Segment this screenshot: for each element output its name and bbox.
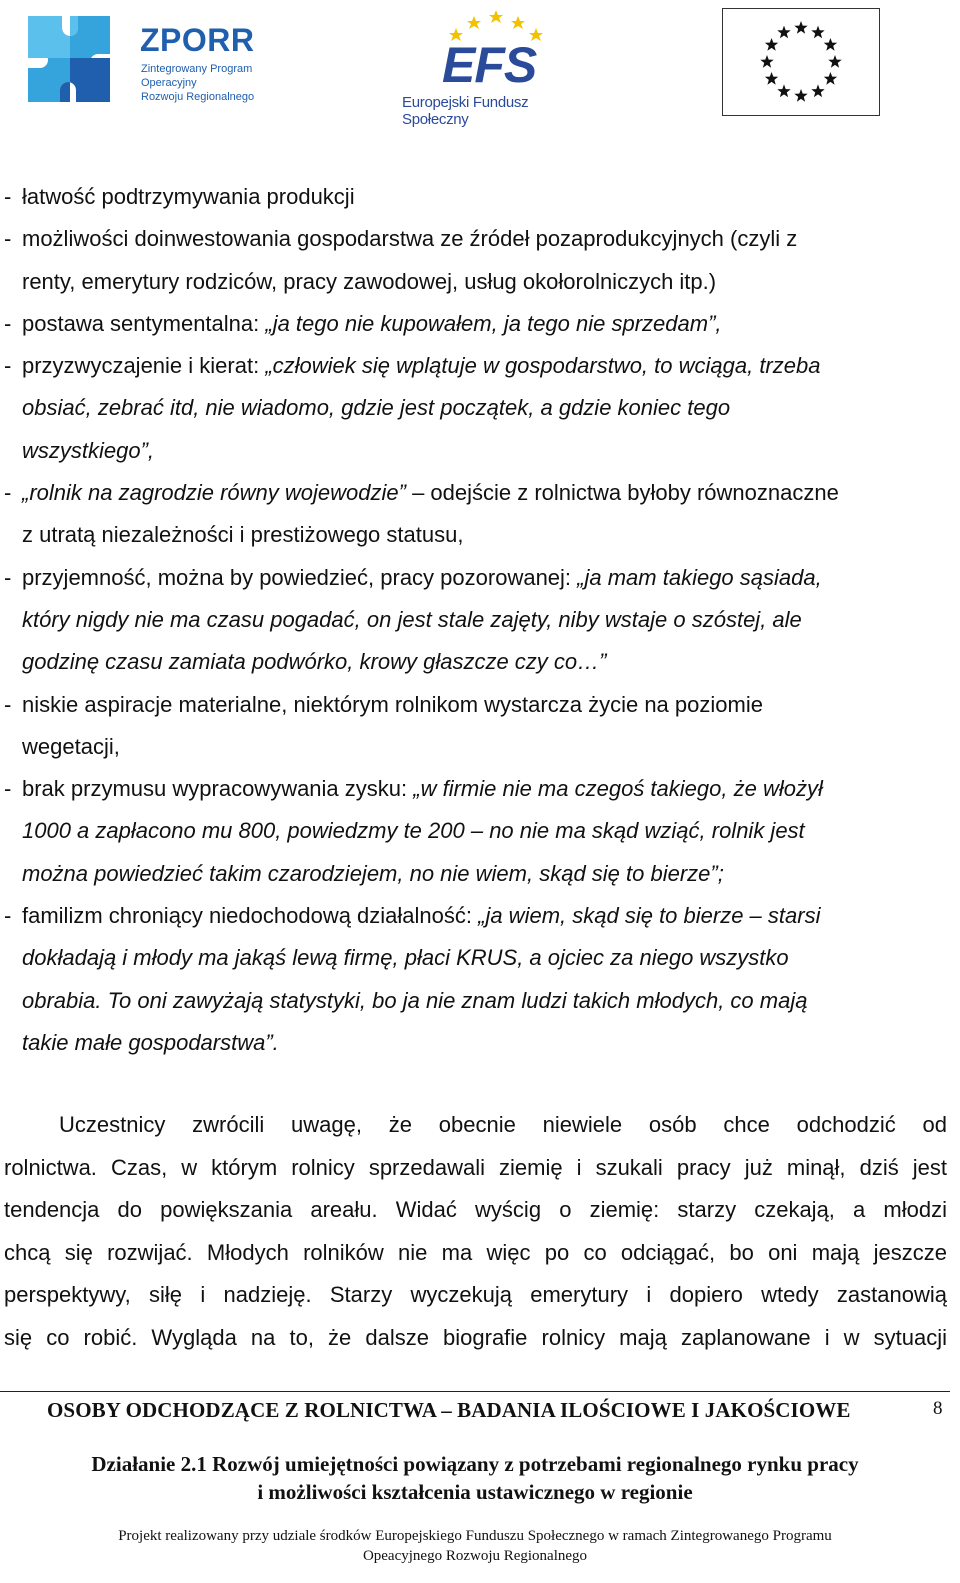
list-item — [0, 176, 960, 218]
eu-star — [765, 72, 778, 85]
list-item-line — [22, 176, 942, 218]
eu-star — [811, 26, 824, 39]
list-item-line — [22, 895, 942, 937]
list-item-line — [22, 1022, 942, 1064]
efs-wordmark: EFS — [442, 37, 537, 93]
list-item-line — [22, 768, 942, 810]
list-item-line — [22, 218, 942, 260]
list-item-line — [22, 853, 942, 895]
quote-text: 1000 a zapłacono mu 800, powiedzmy te 200 – no nie ma skąd wziąć, rolnik jest — [22, 818, 805, 844]
list-item-line — [22, 430, 942, 472]
plain-text: przyjemność, można by powiedzieć, pracy pozorowanej: — [22, 564, 578, 590]
zporr-subtitle-line: Rozwoju Regionalnego — [141, 91, 255, 103]
footer-action — [0, 1450, 950, 1506]
list-item — [0, 557, 960, 684]
zporr-title: ZPORR — [140, 22, 255, 58]
quote-text: obsiać, zebrać itd, nie wiadomo, gdzie jest początek, a gdzie koniec tego — [22, 395, 731, 421]
plain-text: z utratą niezależności i prestiżowego statusu, — [22, 522, 464, 548]
list-item-line — [22, 599, 942, 641]
quote-text: „ja tego nie kupowałem, ja tego nie sprzedam”, — [265, 310, 722, 336]
list-item-line — [22, 472, 942, 514]
footer-project-line: Opeacyjnego Rozwoju Regionalnego — [362, 1548, 588, 1564]
zporr-subtitle-line: Operacyjny — [141, 77, 197, 89]
bullet-dash: - — [4, 776, 12, 802]
body-paragraph — [4, 1104, 947, 1359]
quote-text: można powiedzieć takim czarodziejem, no nie wiem, skąd się to bierze”; — [22, 860, 724, 886]
plain-text: – odejście z rolnictwa byłoby równoznaczne — [405, 480, 839, 506]
quote-text: godzinę czasu zamiata podwórko, krowy głaszcze czy co…” — [22, 649, 607, 675]
paragraph-line: rolnictwa. Czas, w którym rolnicy sprzedawali ziemię i szukali pracy już minął, dziś jest — [4, 1154, 947, 1180]
bullet-dash: - — [4, 903, 12, 929]
quote-text: „ja wiem, skąd się to bierze – starsi — [478, 903, 821, 929]
plain-text: przyzwyczajenie i kierat: — [22, 353, 266, 379]
plain-text: familizm chroniący niedochodową działalność: — [22, 903, 479, 929]
footer-divider — [0, 1391, 950, 1392]
list-item — [0, 684, 960, 769]
eu-star — [777, 84, 790, 97]
list-item — [0, 895, 960, 1064]
quote-text: „w firmie nie ma czegoś takiego, że włożył — [413, 776, 823, 802]
footer-project-line: Projekt realizowany przy udziale środków Europejskiego Funduszu Społecznego w ramach Zintegrowanego Programu — [118, 1528, 832, 1544]
list-item-line — [22, 514, 942, 556]
bullet-dash: - — [4, 184, 12, 209]
quote-text: „rolnik na zagrodzie równy wojewodzie” — [22, 480, 406, 506]
list-item-line — [22, 641, 942, 683]
paragraph-line: tendencja do powiększania areału. Widać wyścig o ziemię: starzy czekają, a młodzi — [4, 1197, 947, 1222]
efs-logo — [396, 6, 596, 128]
footer-action-line: i możliwości kształcenia ustawicznego w regionie — [257, 1480, 693, 1504]
bullet-dash: - — [4, 480, 12, 506]
paragraph-line: się co robić. Wygląda na to, że dalsze biografie rolnicy mają zaplanowane i w sytuacji — [4, 1324, 947, 1350]
eu-star — [824, 38, 837, 51]
list-item-line — [22, 345, 942, 387]
list-item-line — [22, 726, 942, 768]
list-item — [0, 303, 960, 345]
bullet-dash: - — [4, 691, 12, 717]
bullet-dash: - — [4, 564, 12, 590]
zporr-subtitle — [141, 62, 254, 104]
plain-text: wegetacji, — [22, 733, 120, 759]
list-item — [0, 472, 960, 557]
plain-text: możliwości doinwestowania gospodarstwa ze źródeł pozaprodukcyjnych (czyli z — [22, 226, 798, 252]
eu-star — [760, 55, 773, 68]
eu-star — [811, 84, 824, 97]
list-item-line — [22, 303, 942, 345]
eu-star — [765, 38, 778, 51]
quote-text: „człowiek się wplątuje w gospodarstwo, to wciąga, trzeba — [265, 353, 821, 379]
paragraph-line: perspektywy, siłę i nadzieję. Starzy wyczekują emerytury i dopiero wtedy zastanowią — [4, 1282, 947, 1307]
list-item-line — [22, 684, 942, 726]
efs-caption: Europejski Fundusz Społeczny — [402, 94, 529, 128]
bullet-dash: - — [4, 226, 12, 252]
list-item-line — [22, 387, 942, 429]
page-number: 8 — [933, 1398, 943, 1419]
list-item — [0, 218, 960, 303]
paragraph-line: chcą się rozwijać. Młodych rolników nie ma więc po co odciągać, bo oni mają jeszcze — [4, 1239, 947, 1265]
zporr-logo — [22, 10, 262, 110]
bullet-list — [0, 176, 960, 1064]
quote-text: obrabia. To oni zawyżają statystyki, bo ja nie znam ludzi takich młodych, co mają — [22, 987, 808, 1013]
eu-star — [824, 72, 837, 85]
footer-project — [0, 1526, 950, 1566]
quote-text: „ja mam takiego sąsiada, — [577, 564, 822, 590]
plain-text: renty, emerytury rodziców, pracy zawodowej, usług okołorolniczych itp.) — [22, 268, 717, 294]
footer-action-line: Działanie 2.1 Rozwój umiejętności powiązany z potrzebami regionalnego rynku pracy — [91, 1452, 859, 1476]
bullet-dash: - — [4, 310, 12, 336]
eu-star — [828, 55, 841, 68]
zporr-subtitle-line: Zintegrowany Program — [141, 63, 253, 75]
footer-title: OSOBY ODCHODZĄCE Z ROLNICTWA – BADANIA ILOŚCIOWE I JAKOŚCIOWE — [47, 1398, 851, 1422]
quote-text: dokładają i młody ma jakąś lewą firmę, płaci KRUS, a ojciec za niego wszystko — [22, 945, 789, 971]
list-item-line — [22, 261, 942, 303]
list-item-line — [22, 810, 942, 852]
quote-text: takie małe gospodarstwa”. — [22, 1029, 279, 1055]
paragraph-line: Uczestnicy zwrócili uwagę, że obecnie niewiele osób chce odchodzić od — [59, 1112, 947, 1137]
plain-text: niskie aspiracje materialne, niektórym rolnikom wystarcza życie na poziomie — [22, 691, 763, 717]
eu-star — [794, 21, 807, 34]
eu-star — [777, 26, 790, 39]
list-item-line — [22, 557, 942, 599]
list-item-line — [22, 980, 942, 1022]
puzzle-icon — [22, 10, 122, 110]
list-item-line — [22, 937, 942, 979]
plain-text: łatwość podtrzymywania produkcji — [22, 184, 355, 209]
list-item — [0, 768, 960, 895]
quote-text: który nigdy nie ma czasu pogadać, on jest stale zajęty, niby wstaje o szóstej, ale — [22, 606, 802, 632]
list-item — [0, 345, 960, 472]
quote-text: wszystkiego”, — [22, 437, 155, 463]
eu-stars-icon — [723, 9, 879, 115]
eu-flag — [722, 8, 880, 116]
bullet-dash: - — [4, 353, 12, 379]
eu-star — [794, 89, 807, 102]
plain-text: brak przymusu wypracowywania zysku: — [22, 776, 414, 802]
plain-text: postawa sentymentalna: — [22, 310, 266, 336]
